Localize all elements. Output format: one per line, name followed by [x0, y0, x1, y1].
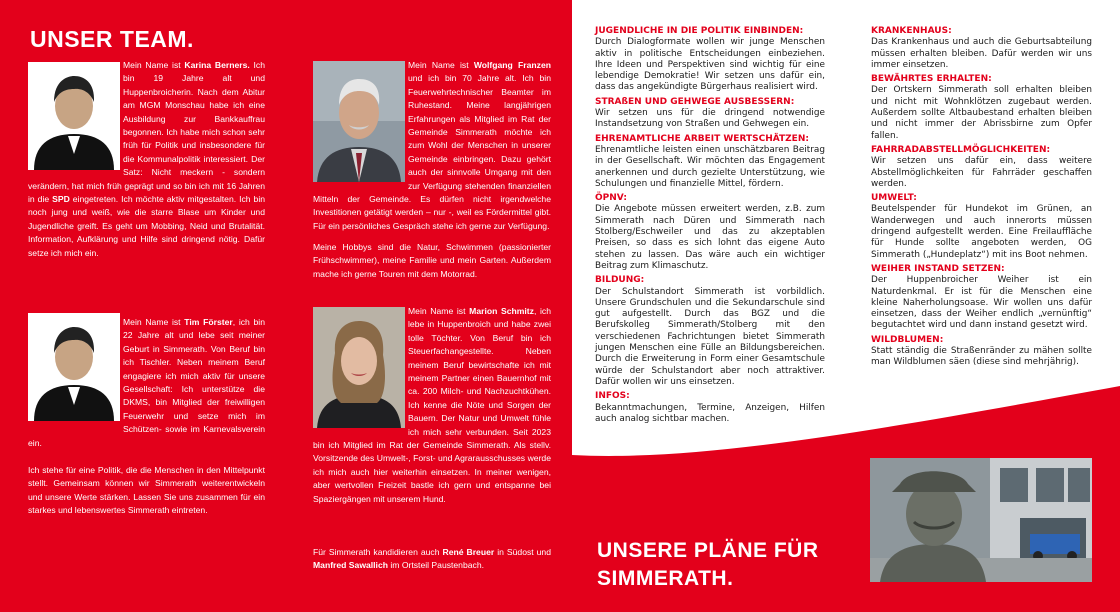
bio-intro: Mein Name ist — [408, 306, 470, 316]
plan-wildflowers: WILDBLUMEN: Statt ständig die Straßenränder zu mähen sollte man Wildblumen säen (diese sind mehrjährig). — [871, 334, 1092, 368]
bio-name: Tim Förster — [184, 317, 233, 327]
plans-title-line-2: SIMMERATH. — [597, 567, 734, 590]
bio-tim-politics: Ich stehe für eine Politik, die die Menschen in den Mittelpunkt stellt. Gemeinsam können wir Simmerath weiterentwickeln und unsere Werte stärken. Lassen Sie uns zusammen für ein starkes und lebenswertes Simmerath eintreten. — [28, 465, 265, 516]
avatar-float-spacer — [313, 59, 408, 184]
photo-statue-simmerath — [870, 458, 1092, 582]
bio-intro: Mein Name ist — [123, 317, 185, 327]
bio-text: eingetreten. Ich möchte aktiv mitgestalten. Ich bin noch jung und weiß, wie die starre Blase um Kinder und Jugendliche greift. Es geht um Mobbing, Neid und Brutalität. Information, Aufklärung und Hilfe sind dringend nötig. Dafür setze ich mich ein. — [28, 194, 266, 258]
avatar-float-spacer — [28, 316, 123, 426]
plans-title-line-1: UNSERE PLÄNE FÜR — [597, 539, 819, 562]
bio-text: , ich lebe in Huppenbroich und habe zwei tolle Töchter. Von Beruf bin ich Steuerfachangestellte. Neben meinem Beruf bewirtschafte ich mit meinem Partner einen Bauernhof mit ca. 200 Milch- und Nachzuchtkühen. Ich kenne die Nöte und Sorgen der Bauern. Der Natur und Umwelt fühle ich mich sehr verbunden. Seit 2023 bin ich Mitglied im Rat der Gemeinde Simmerath. Als stellv. Vorsitzende des Umwelt-, Forst- und Agrarausschusses werde ich mich auch hier weiterhin einsetzen. In meiner wenigen, aber wertvollen Freizeit bastle ich gern und entspanne bei Spaziergängen mit unserem Hund. — [313, 306, 551, 504]
plans-column-1 — [595, 26, 825, 428]
plan-public-transport: ÖPNV: Die Angebote müssen erweitert werden, z.B. zum Simmerath nach Düren und Simmerath nach Stolberg/Eschweiler und das zu akzeptablen Preisen, so dass es sich lohnt das eigene Auto stehen zu lassen. Das wäre auch ein wichtiger Beitrag zum Klimaschutz. — [595, 193, 825, 271]
bio-party: SPD — [52, 194, 70, 205]
team-title: UNSER TEAM. — [30, 26, 194, 52]
plan-infos: INFOS: Bekanntmachungen, Termine, Anzeigen, Hilfen auch analog sichtbar machen. — [595, 391, 825, 424]
bio-wolfgang-hobbies: Meine Hobbys sind die Natur, Schwimmen (passionierter Frühschwimmer), meine Familie und mein Garten. Außerdem mache ich gerne Touren mit dem Motorrad. — [313, 242, 551, 279]
plan-roads: STRAßEN UND GEHWEGE AUSBESSERN: Wir setzen uns für die dringend notwendige Instandsetzung von Straßen und Gehwegen ein. — [595, 96, 825, 130]
plans-title — [597, 537, 819, 593]
plan-hospital: KRANKENHAUS: Das Krankenhaus und auch die Geburtsabteilung müssen erhalten bleiben. Dafür werden wir uns immer einsetzen. — [871, 26, 1092, 70]
plan-bike-parking: FAHRRADABSTELLMÖGLICHKEITEN: Wir setzen uns dafür ein, dass weitere Abstellmöglichkeiten für Fahrräder geschaffen werden. — [871, 144, 1092, 189]
plan-youth-politics: JUGENDLICHE IN DIE POLITIK EINBINDEN: Durch Dialogformate wollen wir junge Menschen aktiv in politische Entscheidungen einbeziehen. Ihre Ideen und Perspektiven sind wichtig für eine lebendige Demokratie! Wir setzen uns dafür ein, dass das angekündigte Bürgerhaus realisiert wird. — [595, 26, 825, 93]
bio-karina — [28, 59, 265, 260]
bio-intro: Mein Name ist — [123, 60, 185, 70]
plan-volunteering: EHRENAMTLICHE ARBEIT WERTSCHÄTZEN: Ehrenamtliche leisten einen unschätzbaren Beitrag in der Gesellschaft. Wir möchten das Engagement anerkennen und durch gezielte Unterstützung, wie Schulungen und finanzielle Mittel, fördern. — [595, 133, 825, 189]
bio-name: Marion Schmitz — [469, 306, 534, 316]
bio-text: und ich bin 70 Jahre alt. Ich bin Feuerwehrtechnischer Beamter im Ruhestand. Meine langjährigen Erfahrungen als Mitglied im Rat der Gemeinde Simmerath möchte ich zum Wohl der Menschen in unserer Gemeinde einbringen. Dazu gehört auch der sinnvolle Umgang mit den zur Verfügung stehenden finanziellen Mitteln der Gemeinde. Es dürfen nicht irgendwelche Investitionen getätigt werden – nur -, weil es Fördermittel gibt. Für ein persönliches Gespräch stehe ich gerne zur Verfügung. — [313, 73, 551, 231]
bio-marion — [313, 305, 551, 506]
bio-name: Wolfgang Franzen — [473, 60, 551, 70]
avatar-float-spacer — [28, 59, 123, 177]
plan-pond: WEIHER INSTAND SETZEN: Der Huppenbroicher Weiher ist ein Naturdenkmal. Er ist für die Menschen eine kleine Naherholungsoase. Wir wollen uns dafür einsetzen, dass der Weiher endlich „vernünftig“ begutachtet wird und dann instand gesetzt wird. — [871, 263, 1092, 331]
bio-wolfgang — [313, 59, 551, 233]
plan-environment: UMWELT: Beutelspender für Hundekot im Grünen, an Wanderwegen und auch innerorts müssen dringend aufgestellt werden. Eine Freilauffläche für Hunde sollte angeboten werden, OG Simmerath („Hundeplatz“) mit ins Boot nehmen. — [871, 193, 1092, 260]
bio-tim — [28, 316, 265, 450]
bio-name: Karina Berners. — [184, 60, 250, 70]
plans-column-2 — [871, 26, 1092, 372]
other-candidates: Für Simmerath kandidieren auch René Breuer in Südost und Manfred Sawallich im Ortsteil Paustenbach. — [313, 547, 551, 571]
plan-education: BILDUNG: Der Schulstandort Simmerath ist vorbildlich. Unsere Grundschulen und die Sekundarschule sind gut aufgestellt. Durch das BGZ und die Berufskolleg Simmerath/Stolberg mit den verschiedenen Fachrichtungen bietet Simmerath jungen Menschen eine Fülle an Bildungsbereichen. Durch die Erweiterung in Form einer Gesamtschule würde der Schulstandort aber noch attraktiver. Dafür wollen wir uns einsetzen. — [595, 275, 825, 387]
bio-text: Ich bin 19 Jahre alt und Huppenbroicherin. Nach dem Abitur am MGM Monschau habe ich eine Ausbildung zur Bankkauffrau begonnen. Ich habe mich schon sehr früh für Politik und insbesondere für die Kommunalpolitik interessiert. Der Satz: Nicht meckern - sondern verändern, hat mich früh geprägt und so bin ich mit 16 Jahren in die — [28, 60, 265, 205]
avatar-float-spacer — [313, 305, 408, 430]
bio-intro: Mein Name ist — [408, 60, 474, 70]
plan-preserve: BEWÄHRTES ERHALTEN: Der Ortskern Simmerath soll erhalten bleiben und nicht mit Wohnklötzen zugebaut werden. Außerdem sollte Altbaubestand erhalten bleiben und nicht immer der Abrissbirne zum Opfer fallen. — [871, 74, 1092, 141]
statue-town-photo — [870, 458, 1092, 582]
bio-text: , ich bin 22 Jahre alt und lebe seit meiner Geburt in Simmerath. Von Beruf bin ich Tischler. Neben meinem Beruf engagiere ich mich aktiv für unsere Gesellschaft: Ich unterstütze die DKMS, bin Mitglied der freiwilligen Feuerwehr und setze mich im Schützen- sowie im Karnevalsverein ein. — [28, 317, 265, 448]
